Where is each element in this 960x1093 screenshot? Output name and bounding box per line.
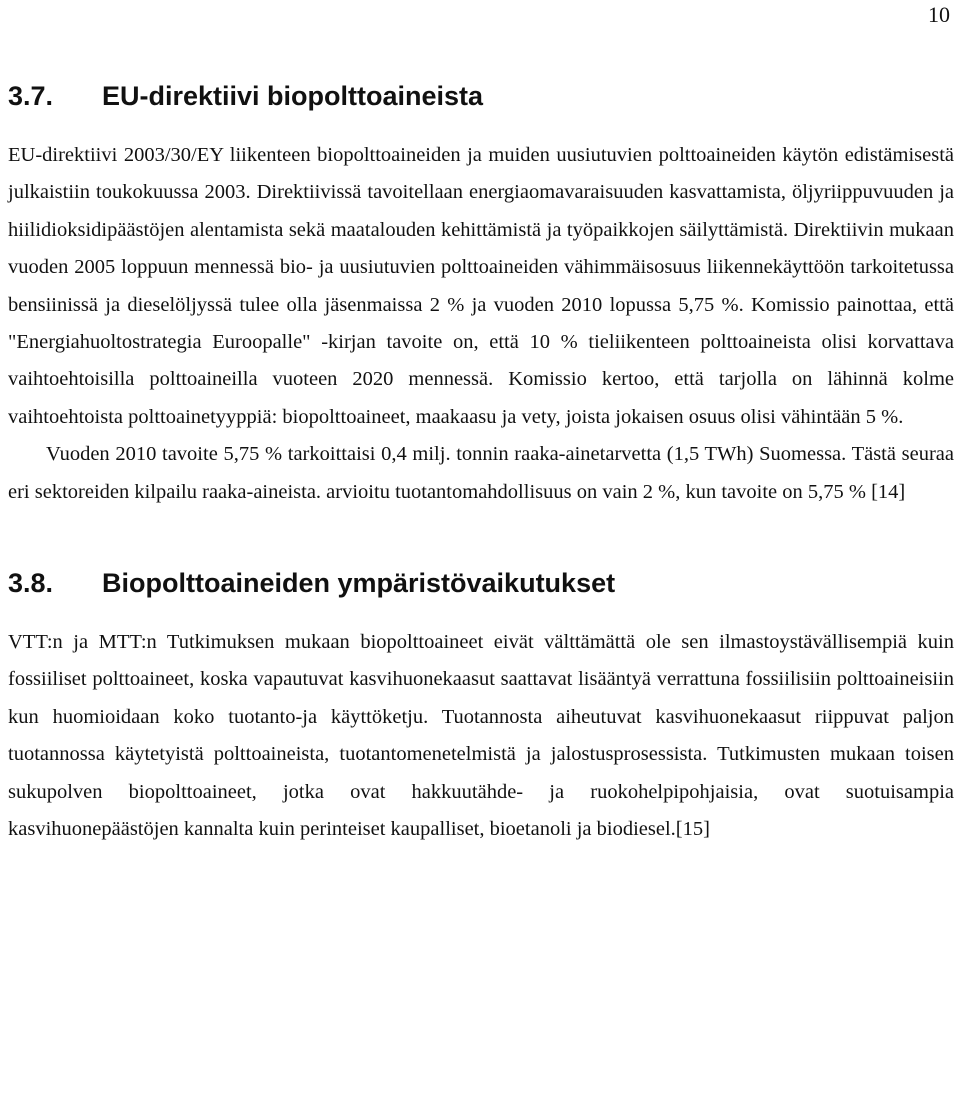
section-title: Biopolttoaineiden ympäristövaikutukset [102,568,616,599]
document-content [8,72,954,849]
section-heading-eu-directive [8,72,954,120]
section-number: 3.8. [8,568,54,599]
paragraph-2010-target: Vuoden 2010 tavoite 5,75 % tarkoittaisi 0,4 milj. tonnin raaka-ainetarvetta (1,5 TWh) Suomessa. Tästä seuraa eri sektoreiden kilpailu raaka-aineista. arvioitu tuotantomahdollisuus on vain 2 %, kun tavoite on 5,75 % [14] [8,443,954,503]
section-number: 3.7. [8,81,54,111]
page-number: 10 [928,2,950,27]
section-heading-environmental-effects [8,559,954,607]
section-title: EU-direktiivi biopolttoaineista [102,81,484,111]
paragraph-environmental-effects: VTT:n ja MTT:n Tutkimuksen mukaan biopolttoaineet eivät välttämättä ole sen ilmastoystävällisempiä kuin fossiiliset polttoaineet, koska vapautuvat kasvihuonekaasut saattavat lisääntyä verrattuna fossiilisiin polttoaineisiin kun huomioidaan koko tuotanto-ja käyttöketju. Tuotannosta aiheutuvat kasvihuonekaasut riippuvat paljon tuotannossa käytetyistä polttoaineista, tuotantomenetelmistä ja jalostusprosessista. Tutkimusten mukaan toisen sukupolven biopolttoaineet, jotka ovat hakkuutähde- ja ruokohelpipohjaisia, ovat suotuisampia kasvihuonepäästöjen kannalta kuin perinteiset kaupalliset, bioetanoli ja biodiesel.[15] [8,631,954,841]
paragraph-eu-directive: EU-direktiivi 2003/30/EY liikenteen biopolttoaineiden ja muiden uusiutuvien polttoaineiden käytön edistämisestä julkaistiin toukokuussa 2003. Direktiivissä tavoitellaan energiaomavaraisuuden kasvattamista, öljyriippuvuuden ja hiilidioksidipäästöjen alentamista sekä maatalouden kehittämistä ja työpaikkojen säilyttämistä. Direktiivin mukaan vuoden 2005 loppuun mennessä bio- ja uusiutuvien polttoaineiden vähimmäisosuus liikennekäyttöön tarkoitetussa bensiinissä ja dieselöljyssä tulee olla jäsenmaissa 2 % ja vuoden 2010 lopussa 5,75 %. Komissio painottaa, että "Energiahuoltostrategia Euroopalle" -kirjan tavoite on, että 10 % tieliikenteen polttoaineista olisi korvattava vaihtoehtoisilla polttoaineilla vuoteen 2020 mennessä. Komissio kertoo, että tarjolla on lähinnä kolme vaihtoehtoista polttoainetyyppiä: biopolttoaineet, maakaasu ja vety, joista jokaisen osuus olisi vähintään 5 %. [8,144,954,428]
